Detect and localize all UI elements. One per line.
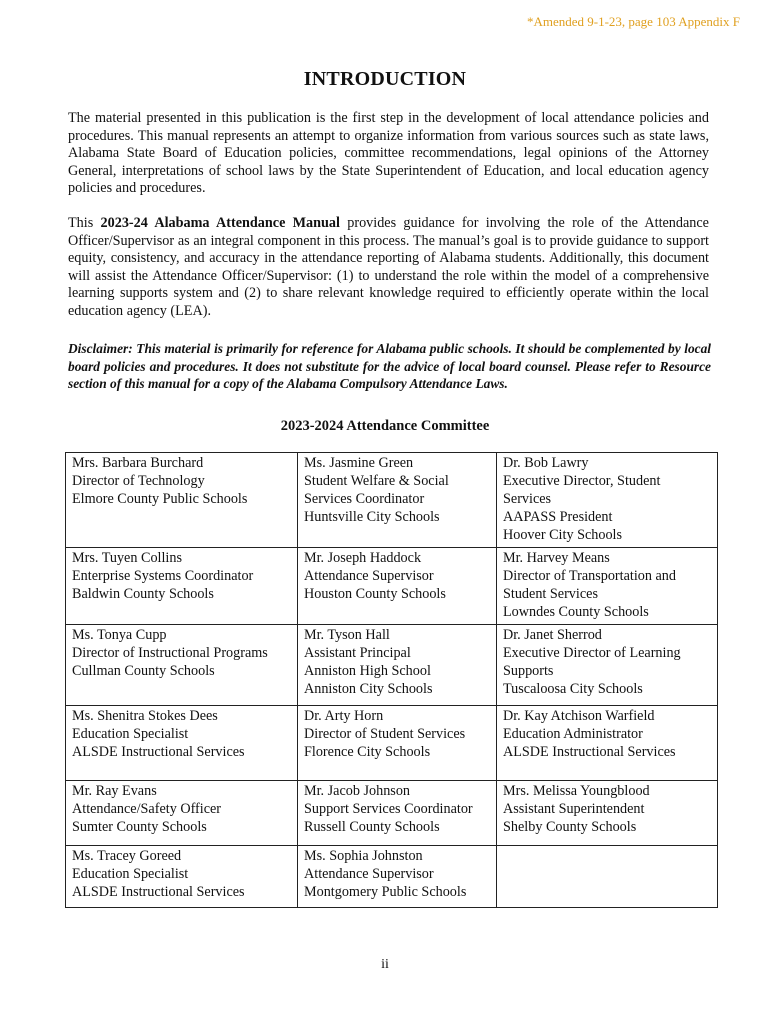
member-detail-line: Hoover City Schools [503, 527, 623, 543]
disclaimer: Disclaimer: This material is primarily for reference for Alabama public schools. It should be complemented by local board policies and procedures. It does not substitute for the advice of local board counsel. Please refer to Resource section of this manual for a copy of the Alabama Compulsory Attendance Laws. [68, 341, 711, 392]
member-detail-line: Executive Director, Student [503, 473, 661, 489]
member-name: Ms. Sophia Johnston [304, 848, 423, 864]
member-detail-line: Director of Instructional Programs [72, 645, 268, 661]
member-detail-line: Russell County Schools [304, 819, 440, 835]
member-detail-line: AAPASS President [503, 509, 613, 525]
member-detail-line: Anniston High School [304, 663, 431, 679]
committee-member-cell [66, 625, 298, 706]
member-detail-line: ALSDE Instructional Services [72, 744, 245, 760]
manual-paragraph [68, 215, 709, 321]
member-name: Mrs. Melissa Youngblood [503, 783, 650, 799]
member-detail-line: Assistant Principal [304, 645, 411, 661]
committee-member-cell [66, 548, 298, 625]
member-name: Ms. Jasmine Green [304, 455, 414, 471]
member-name: Ms. Tracey Goreed [72, 848, 182, 864]
member-detail-line: Services [503, 491, 552, 507]
member-detail-line: Executive Director of Learning [503, 645, 681, 661]
committee-member-cell [298, 453, 497, 548]
member-name: Ms. Shenitra Stokes Dees [72, 708, 218, 724]
committee-member-cell [497, 453, 718, 548]
member-detail-line: Enterprise Systems Coordinator [72, 568, 254, 584]
committee-table-body [66, 453, 718, 908]
committee-member-cell [497, 625, 718, 706]
committee-row [66, 846, 718, 908]
member-detail-line: Support Services Coordinator [304, 801, 473, 817]
member-name: Dr. Janet Sherrod [503, 627, 602, 643]
member-name: Mr. Joseph Haddock [304, 550, 422, 566]
member-detail-line: Attendance/Safety Officer [72, 801, 222, 817]
committee-member-cell [298, 625, 497, 706]
manual-title-bold: 2023-24 Alabama Attendance Manual [100, 215, 340, 231]
member-name: Dr. Kay Atchison Warfield [503, 708, 655, 724]
committee-member-cell [66, 846, 298, 908]
member-detail-line: Director of Technology [72, 473, 205, 489]
committee-title: 2023-2024 Attendance Committee [280, 418, 490, 434]
member-name: Mr. Tyson Hall [304, 627, 390, 643]
member-detail-line: Director of Transportation and [503, 568, 676, 584]
member-name: Mrs. Barbara Burchard [72, 455, 204, 471]
intro-paragraph: The material presented in this publication is the first step in the development of local attendance policies and procedures. This manual represents an attempt to organize information from various sources such as state laws, Alabama State Board of Education policies, committee recommendations, legal opinions of the Attorney General, interpretations of school laws by the State Superintendent of Education, and local education agency policies and procedures. [68, 110, 709, 197]
committee-member-cell [298, 781, 497, 846]
committee-row [66, 625, 718, 706]
committee-member-cell [497, 706, 718, 781]
committee-row [66, 453, 718, 548]
member-detail-line: Education Specialist [72, 866, 189, 882]
committee-row [66, 706, 718, 781]
committee-member-cell [298, 706, 497, 781]
member-detail-line: Director of Student Services [304, 726, 466, 742]
member-detail-line: ALSDE Instructional Services [72, 884, 245, 900]
amendment-note: *Amended 9-1-23, page 103 Appendix F [526, 14, 740, 29]
committee-row [66, 781, 718, 846]
member-name: Ms. Tonya Cupp [72, 627, 167, 643]
member-detail-line: Lowndes County Schools [503, 604, 649, 620]
member-detail-line: Tuscaloosa City Schools [503, 681, 643, 697]
member-detail-line: Education Specialist [72, 726, 189, 742]
manual-paragraph-rest: provides guidance for involving the role of the Attendance Officer/Supervisor as an integral component in this process. The manual’s goal is to provide guidance to support equity, consistency, and accuracy in the attendance reporting of Alabama students. Additionally, this document will assist the Attendance Officer/Supervisor: (1) to understand the role within the model of a comprehensive learning supports system and (2) to share relevant knowledge required to efficiently operate within the local education agency (LEA). [68, 215, 709, 319]
member-detail-line: Attendance Supervisor [304, 866, 434, 882]
member-detail-line: Elmore County Public Schools [72, 491, 248, 507]
member-detail-line: Montgomery Public Schools [304, 884, 467, 900]
member-detail-line: Huntsville City Schools [304, 509, 440, 525]
member-detail-line: Education Administrator [503, 726, 643, 742]
manual-paragraph-lead: This [68, 215, 101, 231]
committee-row [66, 548, 718, 625]
member-detail-line: Attendance Supervisor [304, 568, 434, 584]
member-name: Mr. Jacob Johnson [304, 783, 411, 799]
page-title: INTRODUCTION [303, 68, 467, 90]
member-detail-line: Florence City Schools [304, 744, 431, 760]
committee-member-cell [66, 781, 298, 846]
member-detail-line: Services Coordinator [304, 491, 425, 507]
committee-member-cell [66, 706, 298, 781]
member-detail-line: Assistant Superintendent [503, 801, 645, 817]
committee-member-cell [497, 548, 718, 625]
member-name: Dr. Bob Lawry [503, 455, 589, 471]
committee-member-cell [298, 548, 497, 625]
member-detail-line: Shelby County Schools [503, 819, 637, 835]
member-name: Mr. Harvey Means [503, 550, 610, 566]
committee-member-cell [497, 781, 718, 846]
committee-member-cell [66, 453, 298, 548]
committee-member-cell [298, 846, 497, 908]
member-detail-line: Sumter County Schools [72, 819, 207, 835]
member-detail-line: Houston County Schools [304, 586, 446, 602]
member-name: Mrs. Tuyen Collins [72, 550, 182, 566]
page-number: ii [381, 957, 389, 972]
member-name: Dr. Arty Horn [304, 708, 384, 724]
member-detail-line: Anniston City Schools [304, 681, 433, 697]
member-detail-line: Student Services [503, 586, 598, 602]
member-detail-line: ALSDE Instructional Services [503, 744, 676, 760]
committee-table [65, 452, 718, 908]
member-detail-line: Baldwin County Schools [72, 586, 214, 602]
member-name: Mr. Ray Evans [72, 783, 157, 799]
committee-member-cell [497, 846, 718, 908]
member-detail-line: Supports [503, 663, 554, 679]
member-detail-line: Student Welfare & Social [304, 473, 449, 489]
member-detail-line: Cullman County Schools [72, 663, 215, 679]
